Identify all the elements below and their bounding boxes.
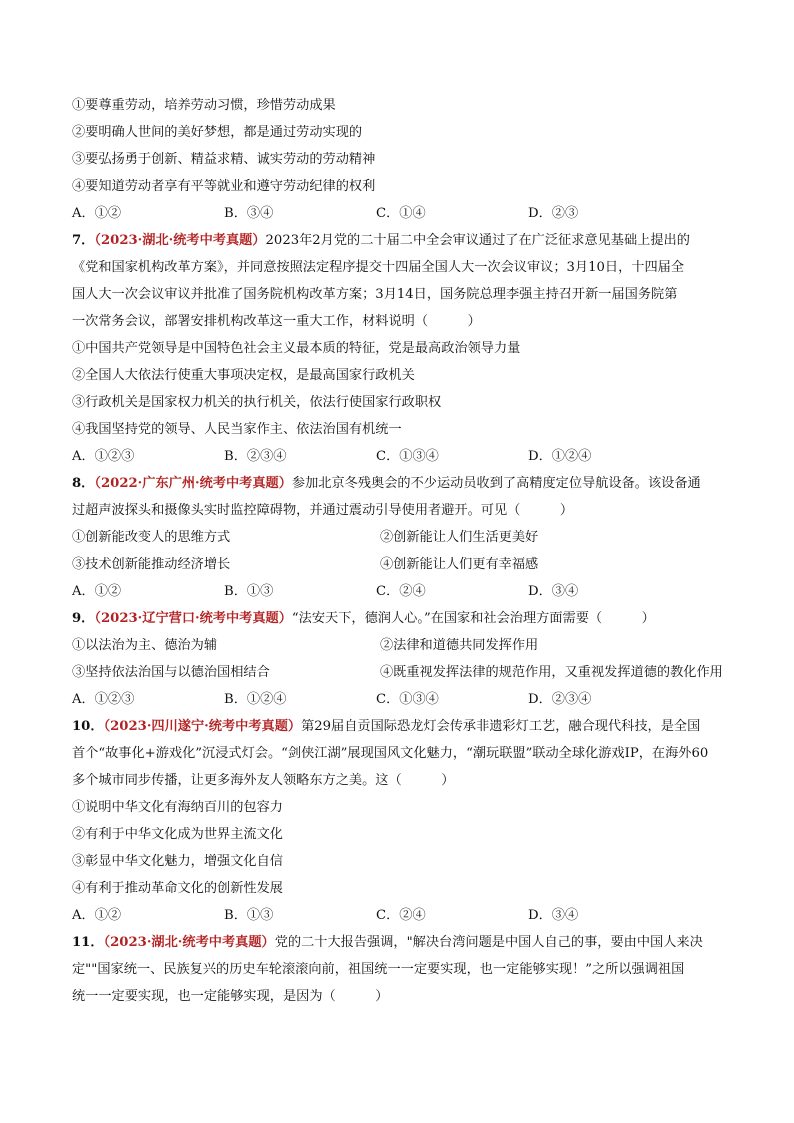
q7-option-d: D．①②④	[528, 449, 592, 464]
q7-stem-line-1	[72, 227, 732, 254]
q9-item-3: ③坚持依法治国与以德治国相结合	[72, 665, 270, 680]
q6-item-3: ③要弘扬勇于创新、精益求精、诚实劳动的劳动精神	[72, 152, 376, 167]
q8-option-a: A．①②	[72, 584, 122, 599]
q7-item-3: ③行政机关是国家权力机关的执行机关，依法行使国家行政职权	[72, 395, 442, 410]
q6-option-d: D．②③	[528, 206, 579, 221]
q9-item-1: ①以法治为主、德治为辅	[72, 638, 218, 653]
q8-option-c: C．②④	[376, 584, 426, 599]
q11-stem-line-3: 统一一定要实现，也一定能够实现，是因为（ ）	[72, 989, 389, 1004]
q9-option-a: A．①②③	[72, 692, 135, 707]
q8-item-4: ④创新能让人们更有幸福感	[380, 557, 539, 572]
q10-option-a: A．①②	[72, 908, 122, 923]
q10-stem-line-1	[72, 713, 732, 740]
q6-option-b: B．③④	[224, 206, 274, 221]
q11-stem-line-1	[72, 929, 732, 956]
q8-option-b: B．①③	[224, 584, 274, 599]
q10-item-3: ③彰显中华文化魅力，增强文化自信	[72, 854, 283, 869]
q7-stem-line-2: 《党和国家机构改革方案》，并同意按照法定程序提交十四届全国人大一次会议审议；3月10日，十四届全	[72, 260, 685, 275]
q9-options	[72, 686, 732, 713]
q6-item-2: ②要明确人世间的美好梦想，都是通过劳动实现的	[72, 125, 363, 140]
q9-number: 9．	[72, 611, 95, 626]
q9-option-c: C．①③④	[376, 692, 439, 707]
q10-item-4: ④有利于推动革命文化的创新性发展	[72, 881, 283, 896]
q9-option-d: D．②③④	[528, 692, 592, 707]
q8-item-2: ②创新能让人们生活更美好	[380, 530, 539, 545]
q8-item-3: ③技术创新能推动经济增长	[72, 557, 231, 572]
q10-option-d: D．③④	[528, 908, 579, 923]
q7-source: （2023·湖北·统考中考真题）	[94, 233, 266, 248]
q8-number: 8．	[72, 476, 95, 491]
q6-option-c: C．①④	[376, 206, 426, 221]
q9-item-2: ②法律和道德共同发挥作用	[380, 638, 539, 653]
q10-stem-line-3: 多个城市同步传播，让更多海外友人领略东方之美。这（ ）	[72, 773, 455, 788]
q7-item-2: ②全国人大依法行使重大事项决定权，是最高国家行政机关	[72, 368, 415, 383]
q10-options	[72, 902, 732, 929]
q10-item-1: ①说明中华文化有海纳百川的包容力	[72, 800, 283, 815]
q11-number: 11．	[72, 935, 104, 950]
q8-items-row-1	[72, 524, 732, 551]
q9-items-row-2	[72, 659, 732, 686]
q10-source: （2023·四川遂宁·统考中考真题）	[103, 719, 302, 734]
q8-options	[72, 578, 732, 605]
q9-option-b: B．①②④	[224, 692, 287, 707]
q7-item-1: ①中国共产党领导是中国特色社会主义最本质的特征，党是最高政治领导力量	[72, 341, 521, 356]
q11-source: （2023·湖北·统考中考真题）	[103, 935, 275, 950]
exam-page	[72, 92, 732, 1010]
q8-stem-text-1: 参加北京冬残奥会的不少运动员收到了高精度定位导航设备。该设备通	[291, 476, 701, 491]
q9-items-row-1	[72, 632, 732, 659]
q10-option-b: B．①③	[224, 908, 274, 923]
q7-options	[72, 443, 732, 470]
q7-item-4: ④我国坚持党的领导、人民当家作主、依法治国有机统一	[72, 422, 402, 437]
q9-item-4: ④既重视发挥法律的规范作用，又重视发挥道德的教化作用	[380, 665, 723, 680]
q11-stem-text-1: 党的二十大报告强调，"解决台湾问题是中国人自己的事，要由中国人来决	[274, 935, 703, 950]
q7-option-b: B．②③④	[224, 449, 287, 464]
q10-option-c: C．②④	[376, 908, 426, 923]
q10-stem-line-2: 首个“故事化+游戏化”沉浸式灯会。“剑侠江湖”展现国风文化魅力，“潮玩联盟”联动全球化游戏IP，在海外60	[72, 746, 709, 761]
q11-stem-line-2: 定""国家统一、民族复兴的历史车轮滚滚向前，祖国统一一定要实现，也一定能够实现！”之所以强调祖国	[72, 962, 685, 977]
q10-stem-text-1: 第29届自贡国际恐龙灯会传承非遗彩灯工艺，融合现代科技，是全国	[301, 719, 701, 734]
q8-option-d: D．③④	[528, 584, 579, 599]
q7-number: 7．	[72, 233, 95, 248]
q7-option-c: C．①③④	[376, 449, 439, 464]
q9-stem-line-1	[72, 605, 732, 632]
q8-stem-line-1	[72, 470, 732, 497]
q8-source: （2022·广东广州·统考中考真题）	[94, 476, 292, 491]
q6-item-4: ④要知道劳动者享有平等就业和遵守劳动纪律的权利	[72, 179, 376, 194]
q10-item-2: ②有利于中华文化成为世界主流文化	[72, 827, 283, 842]
q7-option-a: A．①②③	[72, 449, 135, 464]
q6-item-1: ①要尊重劳动，培养劳动习惯，珍惜劳动成果	[72, 98, 336, 113]
q6-options	[72, 200, 732, 227]
q9-source: （2023·辽宁营口·统考中考真题）	[94, 611, 292, 626]
q9-stem-text-1: “法安天下，德润人心。”在国家和社会治理方面需要（ ）	[291, 611, 655, 626]
q7-stem-line-4: 一次常务会议，部署安排机构改革这一重大工作，材料说明（ ）	[72, 314, 481, 329]
q8-stem-line-2: 过超声波探头和摄像头实时监控障碍物，并通过震动引导使用者避开。可见（ ）	[72, 503, 574, 518]
q6-option-a: A．①②	[72, 206, 122, 221]
q8-item-1: ①创新能改变人的思维方式	[72, 530, 231, 545]
q7-stem-text-1: 2023年2月党的二十届二中全会审议通过了在广泛征求意见基础上提出的	[265, 233, 690, 248]
q7-stem-line-3: 国人大一次会议审议并批准了国务院机构改革方案；3月14日，国务院总理李强主持召开新一届国务院第	[72, 287, 678, 302]
q8-items-row-2	[72, 551, 732, 578]
q10-number: 10．	[72, 719, 104, 734]
